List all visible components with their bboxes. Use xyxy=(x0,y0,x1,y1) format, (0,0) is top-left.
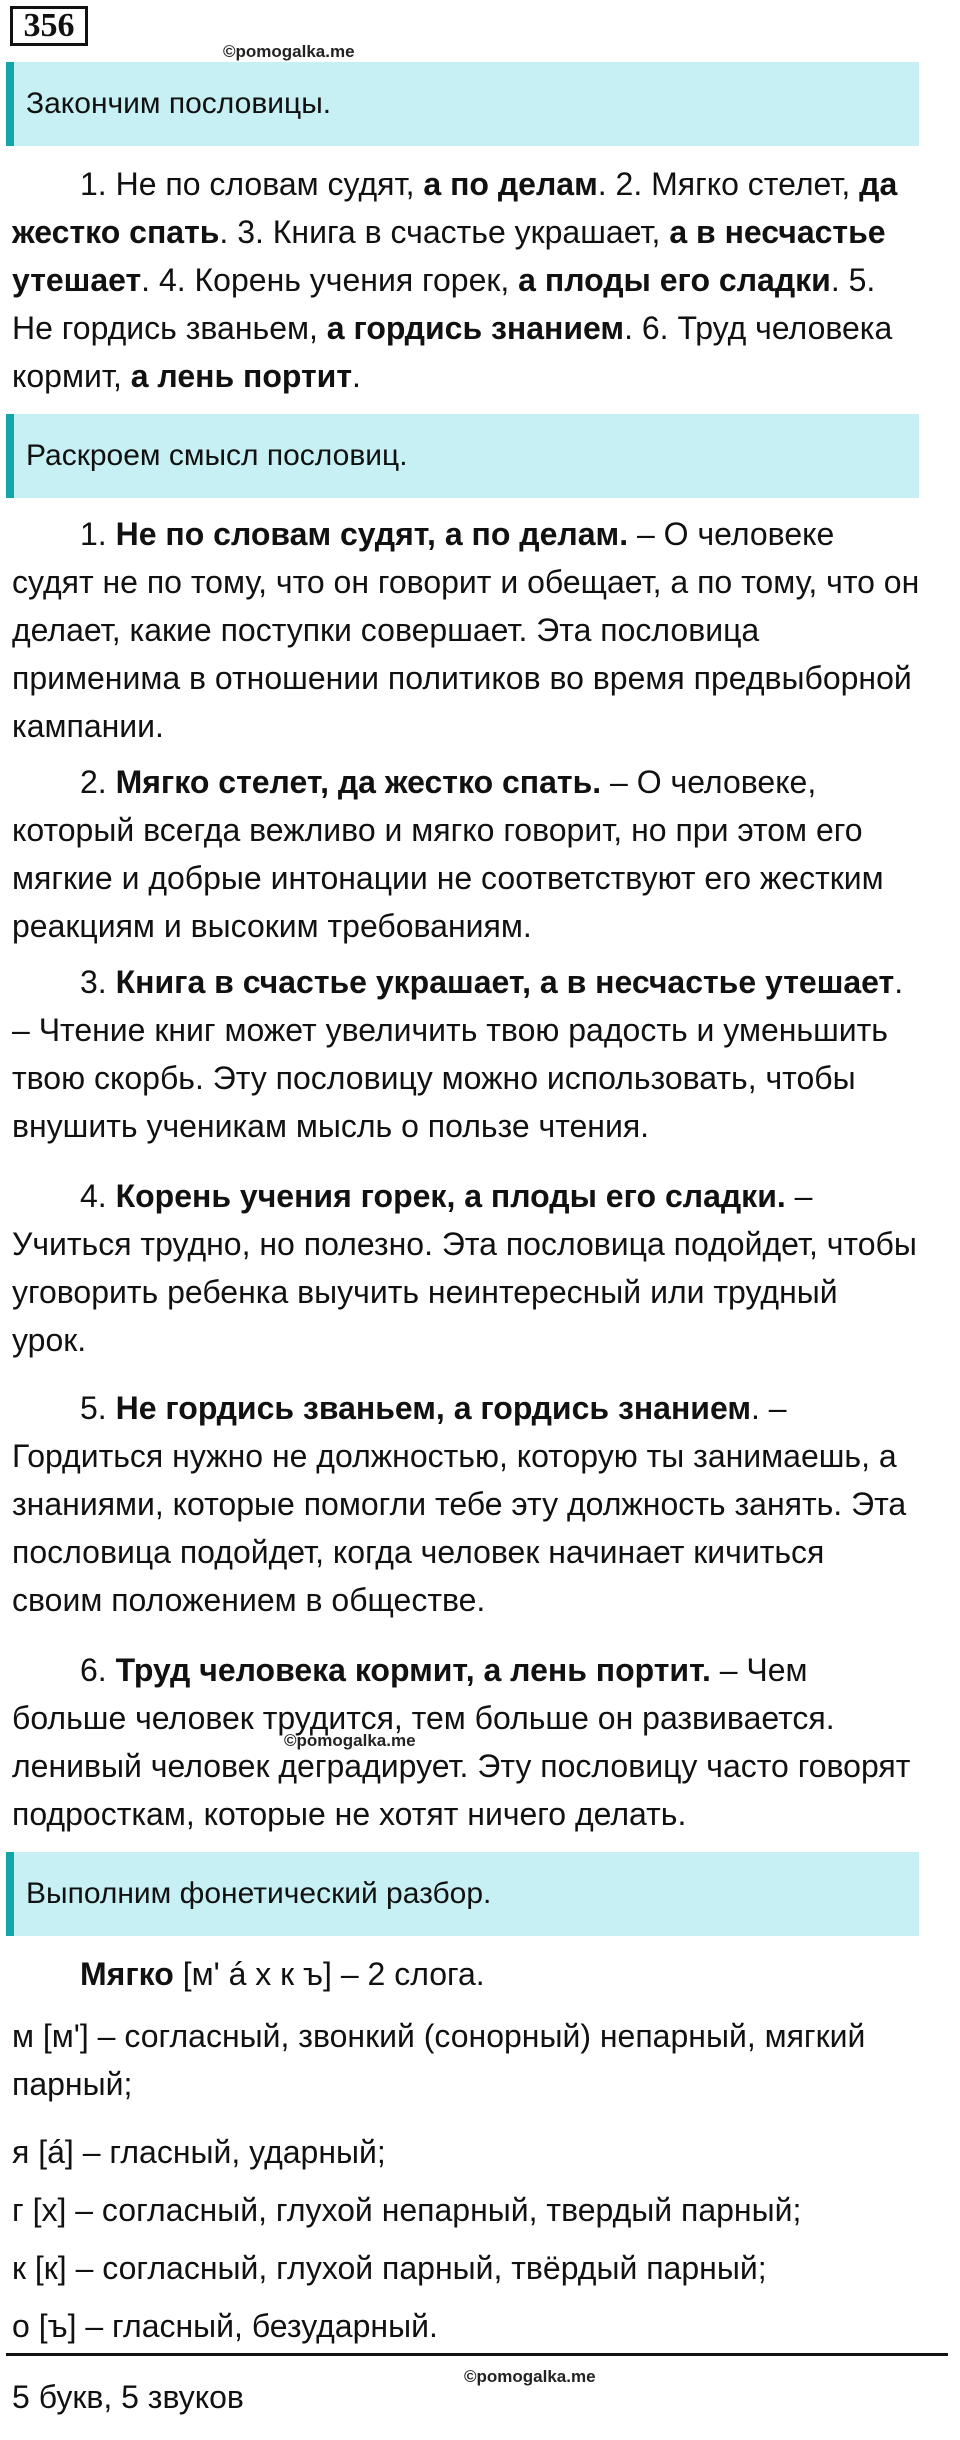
phonetic-word: Мягко [м' á х к ъ] – 2 слога. xyxy=(80,1956,485,1992)
section-title-complete: Закончим пословицы. xyxy=(6,62,919,146)
meaning-1: 1. Не по словам судят, а по делам. – О человеке судят не по тому, что он говорит и обещает, а по тому, что он делает, какие поступки совершает. Эта пословица применима в отношении политиков во время предвыборной кампании. xyxy=(12,516,920,744)
watermark-bottom: ©pomogalka.me xyxy=(464,2367,596,2386)
proverb-2: 2. Мягко стелет, да жестко спать. xyxy=(12,166,898,250)
proverb-6: 6. Труд человека кормит, а лень портит. xyxy=(12,310,893,394)
meaning-2: 2. Мягко стелет, да жестко спать. – О человеке, который всегда вежливо и мягко говорит, но при этом его мягкие и добрые интонации не соответствуют его жестким реакциям и высоким требованиям. xyxy=(12,764,884,944)
phonetic-line-m: м [м'] – согласный, звонкий (сонорный) непарный, мягкий парный; xyxy=(12,2018,866,2102)
meaning-3: 3. Книга в счастье украшает, а в несчастье утешает. – Чтение книг может увеличить твою радость и уменьшить твою скорбь. Эту пословицу можно использовать, чтобы внушить ученикам мысль о пользе чтения. xyxy=(12,964,904,1144)
phonetic-line-g: г [х] – согласный, глухой непарный, твердый парный; xyxy=(12,2192,802,2228)
watermark-middle: ©pomogalka.me xyxy=(284,1731,416,1750)
section-title-meaning: Раскроем смысл пословиц. xyxy=(6,414,919,498)
proverb-5: 5. Не гордись званьем, а гордись знанием. xyxy=(12,262,876,346)
section-title-phonetic: Выполним фонетический разбор. xyxy=(6,1852,919,1936)
bottom-divider xyxy=(6,2353,948,2356)
proverb-3: 3. Книга в счастье украшает, а в несчастье утешает. xyxy=(12,214,886,298)
watermark-top: ©pomogalka.me xyxy=(223,42,355,61)
meaning-4: 4. Корень учения горек, а плоды его сладки. – Учиться трудно, но полезно. Эта пословица подойдет, чтобы уговорить ребенка выучить неинтересный или трудный урок. xyxy=(12,1178,917,1358)
task-number: 356 xyxy=(10,6,88,46)
phonetic-line-ya: я [á] – гласный, ударный; xyxy=(12,2134,386,2170)
phonetic-line-k: к [к] – согласный, глухой парный, твёрдый парный; xyxy=(12,2250,767,2286)
letters-sounds-summary: 5 букв, 5 звуков xyxy=(12,2379,244,2415)
meaning-5: 5. Не гордись званьем, а гордись знанием. – Гордиться нужно не должностью, которую ты занимаешь, а знаниями, которые помогли тебе эту должность занять. Эта пословица подойдет, когда человек начинает кичиться своим положением в обществе. xyxy=(12,1390,907,1618)
proverb-1: 1. Не по словам судят, а по делам. xyxy=(80,166,616,202)
proverb-4: 4. Корень учения горек, а плоды его сладки. xyxy=(158,262,849,298)
phonetic-line-o: о [ъ] – гласный, безударный. xyxy=(12,2308,438,2344)
meaning-6: 6. Труд человека кормит, а лень портит. – Чем больше человек трудится, тем больше он развивается. ленивый человек деградирует. Эту пословицу часто говорят подросткам, которые не хотят ничего делать. xyxy=(12,1652,911,1832)
completed-proverbs xyxy=(12,160,920,400)
